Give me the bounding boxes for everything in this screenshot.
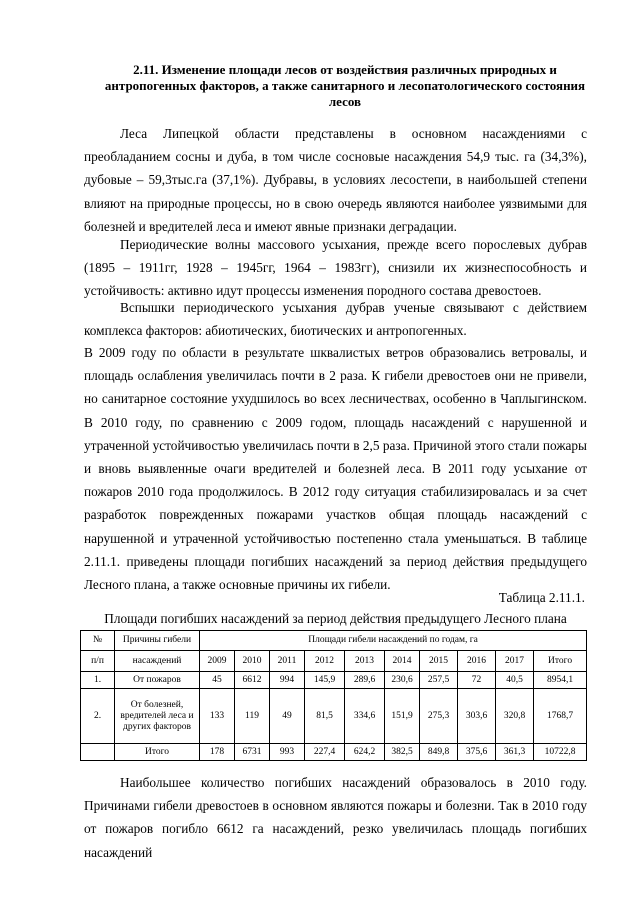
header-no: п/п: [81, 651, 115, 672]
row-cause: От пожаров: [115, 672, 200, 689]
header-year: 2015: [420, 651, 458, 672]
header-cause: насаждений: [115, 651, 200, 672]
table-row: [81, 672, 587, 689]
row-value: 993: [270, 744, 305, 761]
row-cause: Итого: [115, 744, 200, 761]
row-value: 6731: [235, 744, 270, 761]
header-cause: Причины гибели: [115, 631, 200, 651]
paragraph-text: Наибольшее количество погибших насаждений образовалось в 2010 году. Причинами гибели древостоев в основном являются пожары и болезни. Так в 2010 году от пожаров погибло 6612 га насаждений, резко увеличилась площадь погибших насаждений: [84, 775, 587, 860]
row-value: 375,6: [458, 744, 496, 761]
header-total: Итого: [534, 651, 587, 672]
row-value: 303,6: [458, 689, 496, 744]
dead-stands-table: [80, 630, 587, 761]
table-header-row: [81, 631, 587, 651]
row-value: 40,5: [496, 672, 534, 689]
row-value: 49: [270, 689, 305, 744]
row-value: 227,4: [305, 744, 345, 761]
header-year: 2009: [200, 651, 235, 672]
paragraph-2010-losses: [84, 771, 587, 864]
row-value: 275,3: [420, 689, 458, 744]
table-number: Таблица 2.11.1.: [498, 590, 585, 605]
row-value: 145,9: [305, 672, 345, 689]
row-value: 133: [200, 689, 235, 744]
paragraph-dieback-factors: [84, 296, 587, 342]
row-value: 45: [200, 672, 235, 689]
header-year: 2016: [458, 651, 496, 672]
row-total: 8954,1: [534, 672, 587, 689]
header-year: 2014: [385, 651, 420, 672]
row-value: 178: [200, 744, 235, 761]
row-value: 257,5: [420, 672, 458, 689]
header-year: 2011: [270, 651, 305, 672]
row-value: 289,6: [345, 672, 385, 689]
row-no: [81, 744, 115, 761]
header-year: 2017: [496, 651, 534, 672]
heading-line-3: лесов: [328, 94, 362, 109]
table-caption: Площади погибших насаждений за период действия предыдущего Лесного плана: [104, 611, 567, 626]
row-cause: От болезней, вредителей леса и других факторов: [115, 689, 200, 744]
table-header-row: [81, 651, 587, 672]
section-heading: [80, 62, 610, 110]
paragraph-sanitary-state: [84, 341, 587, 596]
paragraph-text: Вспышки периодического усыхания дубрав ученые связывают с действием комплекса факторов: абиотических, биотических и антропогенных.: [84, 300, 587, 339]
row-value: 334,6: [345, 689, 385, 744]
table-row-total: [81, 744, 587, 761]
heading-line-2: антропогенных факторов, а также санитарного и лесопатологического состояния: [104, 78, 586, 93]
row-value: 151,9: [385, 689, 420, 744]
header-year: 2013: [345, 651, 385, 672]
heading-line-1: 2.11. Изменение площади лесов от воздействия различных природных и: [133, 62, 557, 77]
row-total: 1768,7: [534, 689, 587, 744]
paragraph-forest-composition: [84, 122, 587, 238]
row-no: 1.: [81, 672, 115, 689]
row-value: 119: [235, 689, 270, 744]
row-value: 382,5: [385, 744, 420, 761]
header-group: Площади гибели насаждений по годам, га: [200, 631, 587, 651]
row-total: 10722,8: [534, 744, 587, 761]
header-year: 2010: [235, 651, 270, 672]
header-no: №: [81, 631, 115, 651]
row-value: 994: [270, 672, 305, 689]
row-value: 72: [458, 672, 496, 689]
row-value: 849,8: [420, 744, 458, 761]
row-no: 2.: [81, 689, 115, 744]
paragraph-text: Периодические волны массового усыхания, прежде всего порослевых дубрав (1895 – 1911гг, 1928 – 1945гг, 1964 – 1983гг), снизили их жизнеспособность и устойчивость: активно идут процессы изменения породного состава древостоев.: [84, 237, 587, 299]
table-row: [81, 689, 587, 744]
row-value: 81,5: [305, 689, 345, 744]
paragraph-dieback-waves: [84, 233, 587, 303]
row-value: 230,6: [385, 672, 420, 689]
row-value: 361,3: [496, 744, 534, 761]
row-value: 320,8: [496, 689, 534, 744]
row-value: 6612: [235, 672, 270, 689]
row-value: 624,2: [345, 744, 385, 761]
paragraph-text: Леса Липецкой области представлены в основном насаждениями с преобладанием сосны и дуба, в том числе сосновые насаждения 54,9 тыс. га (34,3%), дубовые – 59,3тыс.га (37,1%). Дубравы, в условиях лесостепи, в наибольшей степени влияют на природные процессы, но в свою очередь являются наиболее уязвимыми для болезней и вредителей леса и имеют явные признаки деградации.: [84, 126, 587, 234]
header-year: 2012: [305, 651, 345, 672]
paragraph-text: В 2009 году по области в результате шквалистых ветров образовались ветровалы, и площадь ослабления увеличилась почти в 2 раза. К гибели древостоев они не привели, но санитарное состояние ухудшилось во всех лесничествах, особенно в Чаплыгинском. В 2010 году, по сравнению с 2009 годом, площадь насаждений с нарушенной и утраченной устойчивостью увеличилась почти в 2,5 раза. Причиной этого стали пожары и вновь выявленные очаги вредителей и болезней леса. В 2011 году усыхание от пожаров 2010 года продолжилось. В 2012 году ситуация стабилизировалась и за счет разработок поврежденных пожарами участков общая площадь насаждений с нарушенной и утраченной устойчивостью постепенно стала уменьшаться. В таблице 2.11.1. приведены площади погибших насаждений за период действия предыдущего Лесного плана, а также основные причины их гибели.: [84, 345, 587, 593]
